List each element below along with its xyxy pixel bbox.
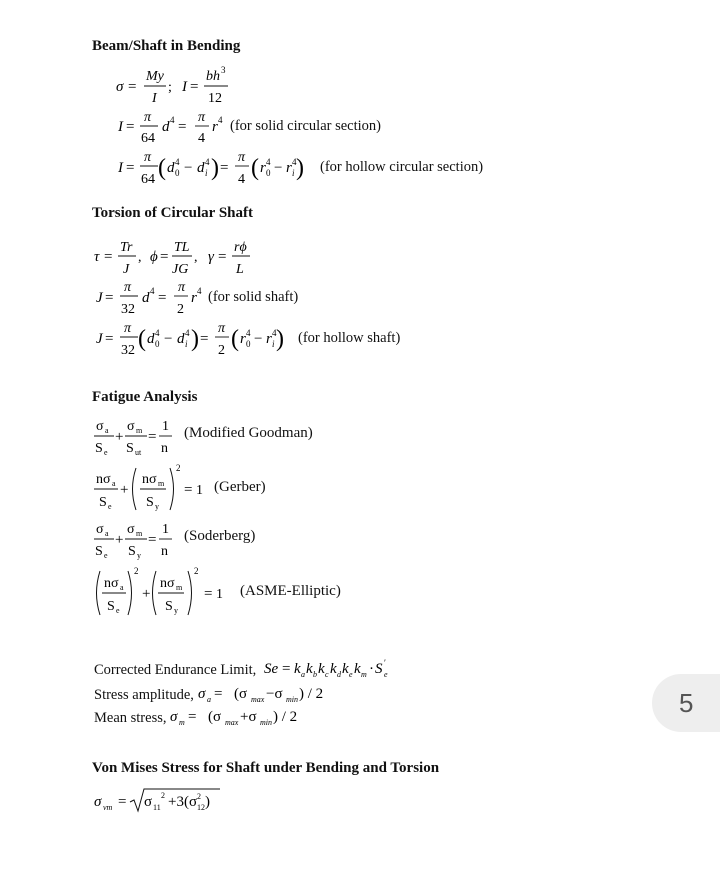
svg-text:y: y (174, 606, 178, 615)
equation-von-mises (94, 786, 234, 821)
svg-text:r: r (240, 331, 246, 347)
section-title-fatigue: Fatigue Analysis (92, 389, 198, 405)
svg-text:(: ( (251, 155, 259, 181)
svg-text:−σ: −σ (265, 686, 283, 702)
svg-text:,: , (194, 250, 198, 265)
svg-text:d: d (336, 670, 341, 679)
svg-text:d: d (167, 160, 175, 176)
svg-text:π: π (198, 110, 206, 125)
svg-text:=: = (190, 79, 199, 95)
svg-text:3: 3 (221, 65, 226, 75)
equation-moment-inertia-solid (118, 108, 228, 153)
svg-text:2: 2 (161, 791, 165, 800)
equation-mean-stress (170, 706, 310, 728)
svg-text:σ: σ (170, 709, 178, 725)
svg-text:J: J (96, 290, 103, 306)
svg-text:12: 12 (197, 803, 205, 812)
svg-text:−: − (184, 160, 193, 176)
svg-text:4: 4 (198, 131, 205, 146)
svg-text:=: = (160, 249, 169, 265)
svg-text:4: 4 (170, 115, 175, 125)
svg-text:min: min (260, 718, 273, 727)
svg-text:32: 32 (121, 343, 135, 358)
svg-text:d: d (162, 119, 170, 135)
svg-text:r: r (212, 119, 218, 135)
equation-moment-inertia-hollow (118, 148, 308, 193)
svg-text:π: π (124, 321, 132, 336)
svg-text:m: m (136, 426, 143, 435)
svg-text:e: e (116, 606, 120, 615)
svg-text:π: π (144, 150, 152, 165)
svg-text:I: I (152, 91, 157, 106)
page-number-badge: 5 (652, 674, 720, 732)
svg-text:n: n (161, 441, 168, 456)
note-solid-shaft: (for solid shaft) (208, 289, 299, 305)
svg-text:64: 64 (141, 131, 155, 146)
svg-text:a: a (300, 670, 305, 679)
svg-text:m: m (158, 479, 165, 488)
svg-text:+: + (142, 586, 151, 602)
svg-text:=: = (118, 794, 127, 810)
svg-text:=: = (105, 290, 114, 306)
svg-text:σ: σ (127, 522, 135, 537)
svg-text:2: 2 (218, 343, 225, 358)
stress-amplitude-label: Stress amplitude, (94, 687, 194, 703)
svg-text:4: 4 (150, 286, 155, 296)
svg-text:1: 1 (196, 483, 203, 498)
svg-text:nσ: nσ (160, 576, 175, 591)
svg-text:rϕ: rϕ (234, 240, 247, 255)
svg-text:32: 32 (121, 302, 135, 317)
svg-text:S: S (146, 495, 154, 510)
svg-text:π: π (218, 321, 226, 336)
svg-text:I: I (118, 160, 123, 176)
svg-text:,: , (138, 250, 142, 265)
svg-text:τ: τ (94, 249, 100, 265)
svg-text:nσ: nσ (96, 472, 111, 487)
svg-text:): ) (211, 155, 219, 181)
svg-text:e: e (348, 670, 353, 679)
equation-polar-inertia-hollow (96, 319, 286, 364)
svg-text:y: y (155, 502, 159, 511)
svg-text:n: n (161, 544, 168, 559)
equation-soderberg (94, 517, 184, 566)
svg-text:1: 1 (162, 522, 169, 537)
svg-text:0: 0 (175, 168, 180, 178)
svg-text:e: e (108, 502, 112, 511)
svg-text:d: d (147, 331, 155, 347)
svg-text:4: 4 (246, 328, 251, 338)
svg-text:max: max (225, 718, 239, 727)
svg-text:(: ( (231, 326, 239, 352)
svg-text:11: 11 (153, 803, 161, 812)
svg-text:k: k (329, 661, 337, 677)
svg-text:=: = (104, 249, 113, 265)
svg-text:=: = (105, 331, 114, 347)
svg-text:Se: Se (263, 661, 279, 677)
svg-text:k: k (293, 661, 301, 677)
svg-text:64: 64 (141, 172, 155, 187)
svg-text:r: r (260, 160, 266, 176)
svg-text:S: S (165, 599, 173, 614)
label-modified-goodman: (Modified Goodman) (184, 425, 313, 441)
svg-text:=: = (188, 709, 197, 725)
svg-text:4: 4 (292, 157, 297, 167)
svg-text:4: 4 (272, 328, 277, 338)
svg-text:r: r (191, 290, 197, 306)
svg-text:=: = (178, 119, 187, 135)
svg-text:m: m (136, 529, 143, 538)
svg-text:bh: bh (206, 69, 220, 84)
svg-text:=: = (200, 331, 209, 347)
svg-text:0: 0 (246, 339, 251, 349)
svg-text:2: 2 (194, 566, 199, 576)
label-asme-elliptic: (ASME-Elliptic) (240, 583, 341, 599)
svg-text:nσ: nσ (104, 576, 119, 591)
svg-text:): ) (276, 326, 284, 352)
svg-text:=: = (126, 160, 135, 176)
label-gerber: (Gerber) (214, 479, 266, 495)
svg-text:σ: σ (116, 79, 124, 95)
svg-text:y: y (137, 551, 141, 560)
section-title-torsion: Torsion of Circular Shaft (92, 205, 253, 221)
svg-text:σ: σ (127, 419, 135, 434)
svg-text:−: − (164, 331, 173, 347)
svg-text:σ: σ (96, 522, 104, 537)
svg-text:S: S (374, 661, 383, 677)
svg-text:0: 0 (266, 168, 271, 178)
svg-text:=: = (213, 686, 222, 702)
svg-text:1: 1 (162, 419, 169, 434)
stress-amplitude-line (94, 683, 338, 705)
svg-text:π: π (124, 280, 132, 295)
svg-text:σ: σ (94, 794, 102, 810)
svg-text:=: = (281, 661, 291, 677)
svg-text:ϕ: ϕ (150, 249, 158, 265)
corrected-endurance-limit-label: Corrected Endurance Limit, (94, 662, 257, 678)
mean-stress-label: Mean stress, (94, 710, 167, 726)
svg-text:σ: σ (197, 686, 205, 702)
svg-text:4: 4 (155, 328, 160, 338)
svg-text:c: c (324, 670, 329, 679)
svg-text:(σ: (σ (208, 709, 222, 725)
svg-text:π: π (144, 110, 152, 125)
svg-text:−: − (254, 331, 263, 347)
svg-text:a: a (105, 529, 109, 538)
svg-text:2: 2 (177, 302, 184, 317)
note-solid-circular-section: (for solid circular section) (230, 118, 381, 134)
svg-text:e: e (104, 448, 108, 457)
svg-text:(σ: (σ (233, 686, 247, 702)
svg-text:(: ( (138, 326, 146, 352)
svg-text:JG: JG (172, 262, 189, 277)
svg-text:S: S (99, 495, 107, 510)
equation-gerber (94, 462, 214, 519)
svg-text:): ) (205, 794, 210, 810)
svg-text:=: = (148, 429, 157, 445)
svg-text:e: e (104, 551, 108, 560)
svg-text:σ: σ (144, 794, 153, 810)
svg-text:=: = (218, 249, 227, 265)
corrected-endurance-limit-line (94, 658, 400, 680)
svg-text:4: 4 (238, 172, 245, 187)
svg-text:4: 4 (266, 157, 271, 167)
svg-text:S: S (95, 441, 103, 456)
svg-text:) / 2: ) / 2 (298, 686, 323, 702)
svg-text:m: m (179, 718, 185, 727)
svg-text:k: k (341, 661, 349, 677)
svg-text:(: ( (158, 155, 166, 181)
note-hollow-shaft: (for hollow shaft) (298, 330, 401, 346)
svg-text:S: S (95, 544, 103, 559)
svg-text:4: 4 (197, 286, 202, 296)
svg-text:·: · (368, 661, 374, 677)
svg-text:k: k (353, 661, 361, 677)
svg-text:−: − (274, 160, 283, 176)
svg-text:;: ; (168, 80, 172, 95)
svg-text:k: k (317, 661, 325, 677)
svg-text:γ: γ (208, 249, 214, 265)
svg-text:r: r (286, 160, 292, 176)
svg-text:m: m (176, 583, 183, 592)
svg-text:1: 1 (216, 587, 223, 602)
svg-text:S: S (107, 599, 115, 614)
label-soderberg: (Soderberg) (184, 528, 256, 544)
svg-text:I: I (118, 119, 123, 135)
svg-text:=: = (126, 119, 135, 135)
svg-text:): ) (191, 326, 199, 352)
svg-text:e: e (383, 670, 388, 679)
svg-text:4: 4 (205, 157, 210, 167)
svg-text:=: = (220, 160, 229, 176)
svg-text:nσ: nσ (142, 472, 157, 487)
svg-text:0: 0 (155, 339, 160, 349)
svg-text:TL: TL (174, 240, 190, 255)
svg-text:4: 4 (218, 115, 223, 125)
svg-text:r: r (266, 331, 272, 347)
svg-text:d: d (197, 160, 205, 176)
svg-text:i: i (185, 339, 188, 349)
svg-text:4: 4 (175, 157, 180, 167)
svg-text:+: + (120, 482, 129, 498)
svg-text:L: L (236, 262, 244, 277)
svg-text:a: a (206, 695, 211, 704)
svg-text:a: a (120, 583, 124, 592)
svg-text:=: = (128, 79, 137, 95)
equation-corrected-endurance (260, 658, 400, 680)
equation-bending-stress (116, 64, 246, 113)
svg-text:′: ′ (383, 658, 386, 668)
svg-text:π: π (238, 150, 246, 165)
svg-text:σ: σ (96, 419, 104, 434)
svg-text:d: d (177, 331, 185, 347)
svg-text:i: i (292, 168, 295, 178)
svg-text:min: min (285, 695, 298, 704)
svg-text:2: 2 (134, 566, 139, 576)
svg-text:b: b (312, 670, 317, 679)
svg-text:π: π (178, 280, 186, 295)
mean-stress-line (94, 706, 310, 728)
svg-text:k: k (305, 661, 313, 677)
svg-text:I: I (182, 79, 187, 95)
svg-text:=: = (184, 482, 193, 498)
svg-text:2: 2 (197, 792, 201, 801)
svg-text:a: a (112, 479, 116, 488)
svg-text:) / 2: ) / 2 (273, 709, 298, 725)
svg-text:a: a (105, 426, 109, 435)
equation-torsion-shear (94, 235, 254, 284)
svg-text:ut: ut (135, 448, 142, 457)
section-title-von-mises: Von Mises Stress for Shaft under Bending and Torsion (92, 760, 440, 776)
note-hollow-circular-section: (for hollow circular section) (320, 159, 484, 175)
svg-text:+: + (115, 532, 124, 548)
svg-text:Tr: Tr (120, 240, 133, 255)
svg-text:=: = (204, 586, 213, 602)
section-title-beam-bending: Beam/Shaft in Bending (92, 38, 241, 54)
svg-text:=: = (158, 290, 167, 306)
svg-text:i: i (205, 168, 208, 178)
svg-text:=: = (148, 532, 157, 548)
svg-text:): ) (296, 155, 304, 181)
svg-text:My: My (146, 69, 164, 84)
svg-text:2: 2 (176, 463, 181, 473)
svg-text:J: J (96, 331, 103, 347)
svg-text:S: S (126, 441, 134, 456)
equation-polar-inertia-solid (96, 278, 206, 323)
svg-text:J: J (123, 262, 130, 277)
svg-text:+3(σ: +3(σ (168, 794, 198, 810)
svg-text:+σ: +σ (240, 709, 257, 725)
svg-text:+: + (115, 429, 124, 445)
equation-stress-amplitude (198, 683, 338, 705)
svg-text:max: max (250, 695, 264, 704)
svg-text:S: S (128, 544, 136, 559)
svg-text:4: 4 (185, 328, 190, 338)
svg-text:d: d (142, 290, 150, 306)
equation-modified-goodman (94, 414, 184, 463)
svg-text:12: 12 (208, 91, 222, 106)
svg-text:m: m (360, 670, 367, 679)
svg-text:i: i (272, 339, 275, 349)
equation-asme-elliptic (94, 566, 234, 623)
svg-text:vm: vm (103, 803, 113, 812)
